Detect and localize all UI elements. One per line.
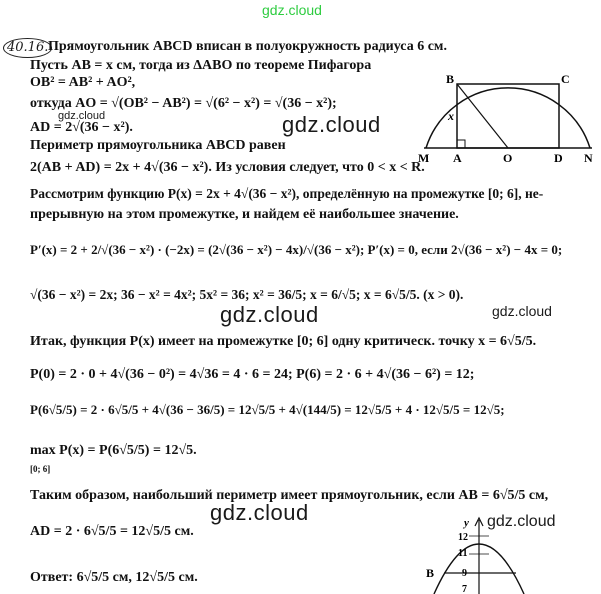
watermark-top: gdz.cloud [262, 2, 322, 18]
text-line: Таким образом, наибольший периметр имеет прямоугольник, если AB = 6√5/5 см, [30, 488, 549, 503]
point-d-label: D [554, 151, 563, 165]
text-line: √(36 − x²) = 2x; 36 − x² = 4x²; 5x² = 36; x² = 36/5; x = 6/√5; x = 6√5/5. (x > 0). [30, 287, 464, 302]
watermark-large: gdz.cloud [210, 500, 309, 525]
watermark-small: gdz.cloud [58, 110, 106, 122]
text-line: Рассмотрим функцию P(x) = 2x + 4√(36 − x²), определённую на промежутке [0; 6], не- [30, 186, 544, 201]
radius-ob [457, 84, 508, 148]
text-line: 2(AB + AD) = 2x + 4√(36 − x²). Из условия следует, что 0 < x < R. [30, 160, 425, 175]
watermark-large: gdz.cloud [220, 302, 319, 327]
point-c-label: C [561, 72, 570, 86]
text-line: [0; 6] [30, 464, 51, 474]
text-line: прерывную на этом промежутке, и найдем её наибольшее значение. [30, 207, 459, 222]
text-line: AD = 2 · 6√5/5 = 12√5/5 см. [30, 524, 194, 539]
side-x-label: x [448, 109, 454, 123]
text-line: P(6√5/5) = 2 · 6√5/5 + 4√(36 − 36/5) = 12√5/5 + 4√(144/5) = 12√5/5 + 4 · 12√5/5 = 12√5; [30, 402, 505, 417]
point-a-label: A [453, 151, 462, 165]
text-line: Итак, функция P(x) имеет на промежутке [0; 6] одну критическ. точку x = 6√5/5. [30, 334, 537, 349]
point-n-label: N [584, 151, 593, 165]
text-line: OB² = AB² + AO², [30, 75, 136, 90]
tick-label: 9 [462, 568, 467, 579]
watermark-small: gdz.cloud [487, 513, 556, 530]
tick-label: 7 [462, 584, 467, 594]
right-angle-mark [457, 140, 465, 148]
watermark-large: gdz.cloud [282, 112, 381, 137]
text-line: AD = 2√(36 − x²). [30, 120, 133, 135]
text-line: P′(x) = 2 + 2/√(36 − x²) · (−2x) = (2√(36 − x²) − 4x)/√(36 − x²); P′(x) = 0, если 2√(36 − x²) − 4x = 0; [30, 242, 563, 257]
tick-label: 11 [458, 548, 468, 559]
text-line: Пусть AB = x см, тогда из ΔABO по теореме Пифагора [30, 58, 372, 73]
text-line: Прямоугольник ABCD вписан в полуокружность радиуса 6 см. [48, 39, 447, 54]
point-b-label: B [426, 566, 435, 580]
watermark-small: gdz.cloud [492, 303, 552, 319]
problem-number: 40.16. [3, 38, 52, 58]
text-line: Периметр прямоугольника ABCD равен [30, 138, 286, 153]
inscribed-rectangle [457, 84, 559, 148]
parabola-figure [424, 516, 534, 594]
text-line: max P(x) = P(6√5/5) = 12√5. [30, 443, 197, 458]
point-o-label: O [503, 151, 513, 165]
semicircle-figure [418, 70, 598, 165]
y-axis-label: y [464, 517, 469, 529]
text-line: откуда AO = √(OB² − AB²) = √(6² − x²) = √(36 − x²); [30, 96, 337, 111]
point-m-label: M [418, 151, 430, 165]
text-line: P(0) = 2 · 0 + 4√(36 − 0²) = 4√36 = 4 · 6 = 24; P(6) = 2 · 6 + 4√(36 − 6²) = 12; [30, 367, 475, 382]
point-b-label: B [446, 72, 455, 86]
text-line: Ответ: 6√5/5 см, 12√5/5 см. [30, 570, 198, 585]
tick-label: 12 [458, 532, 468, 543]
